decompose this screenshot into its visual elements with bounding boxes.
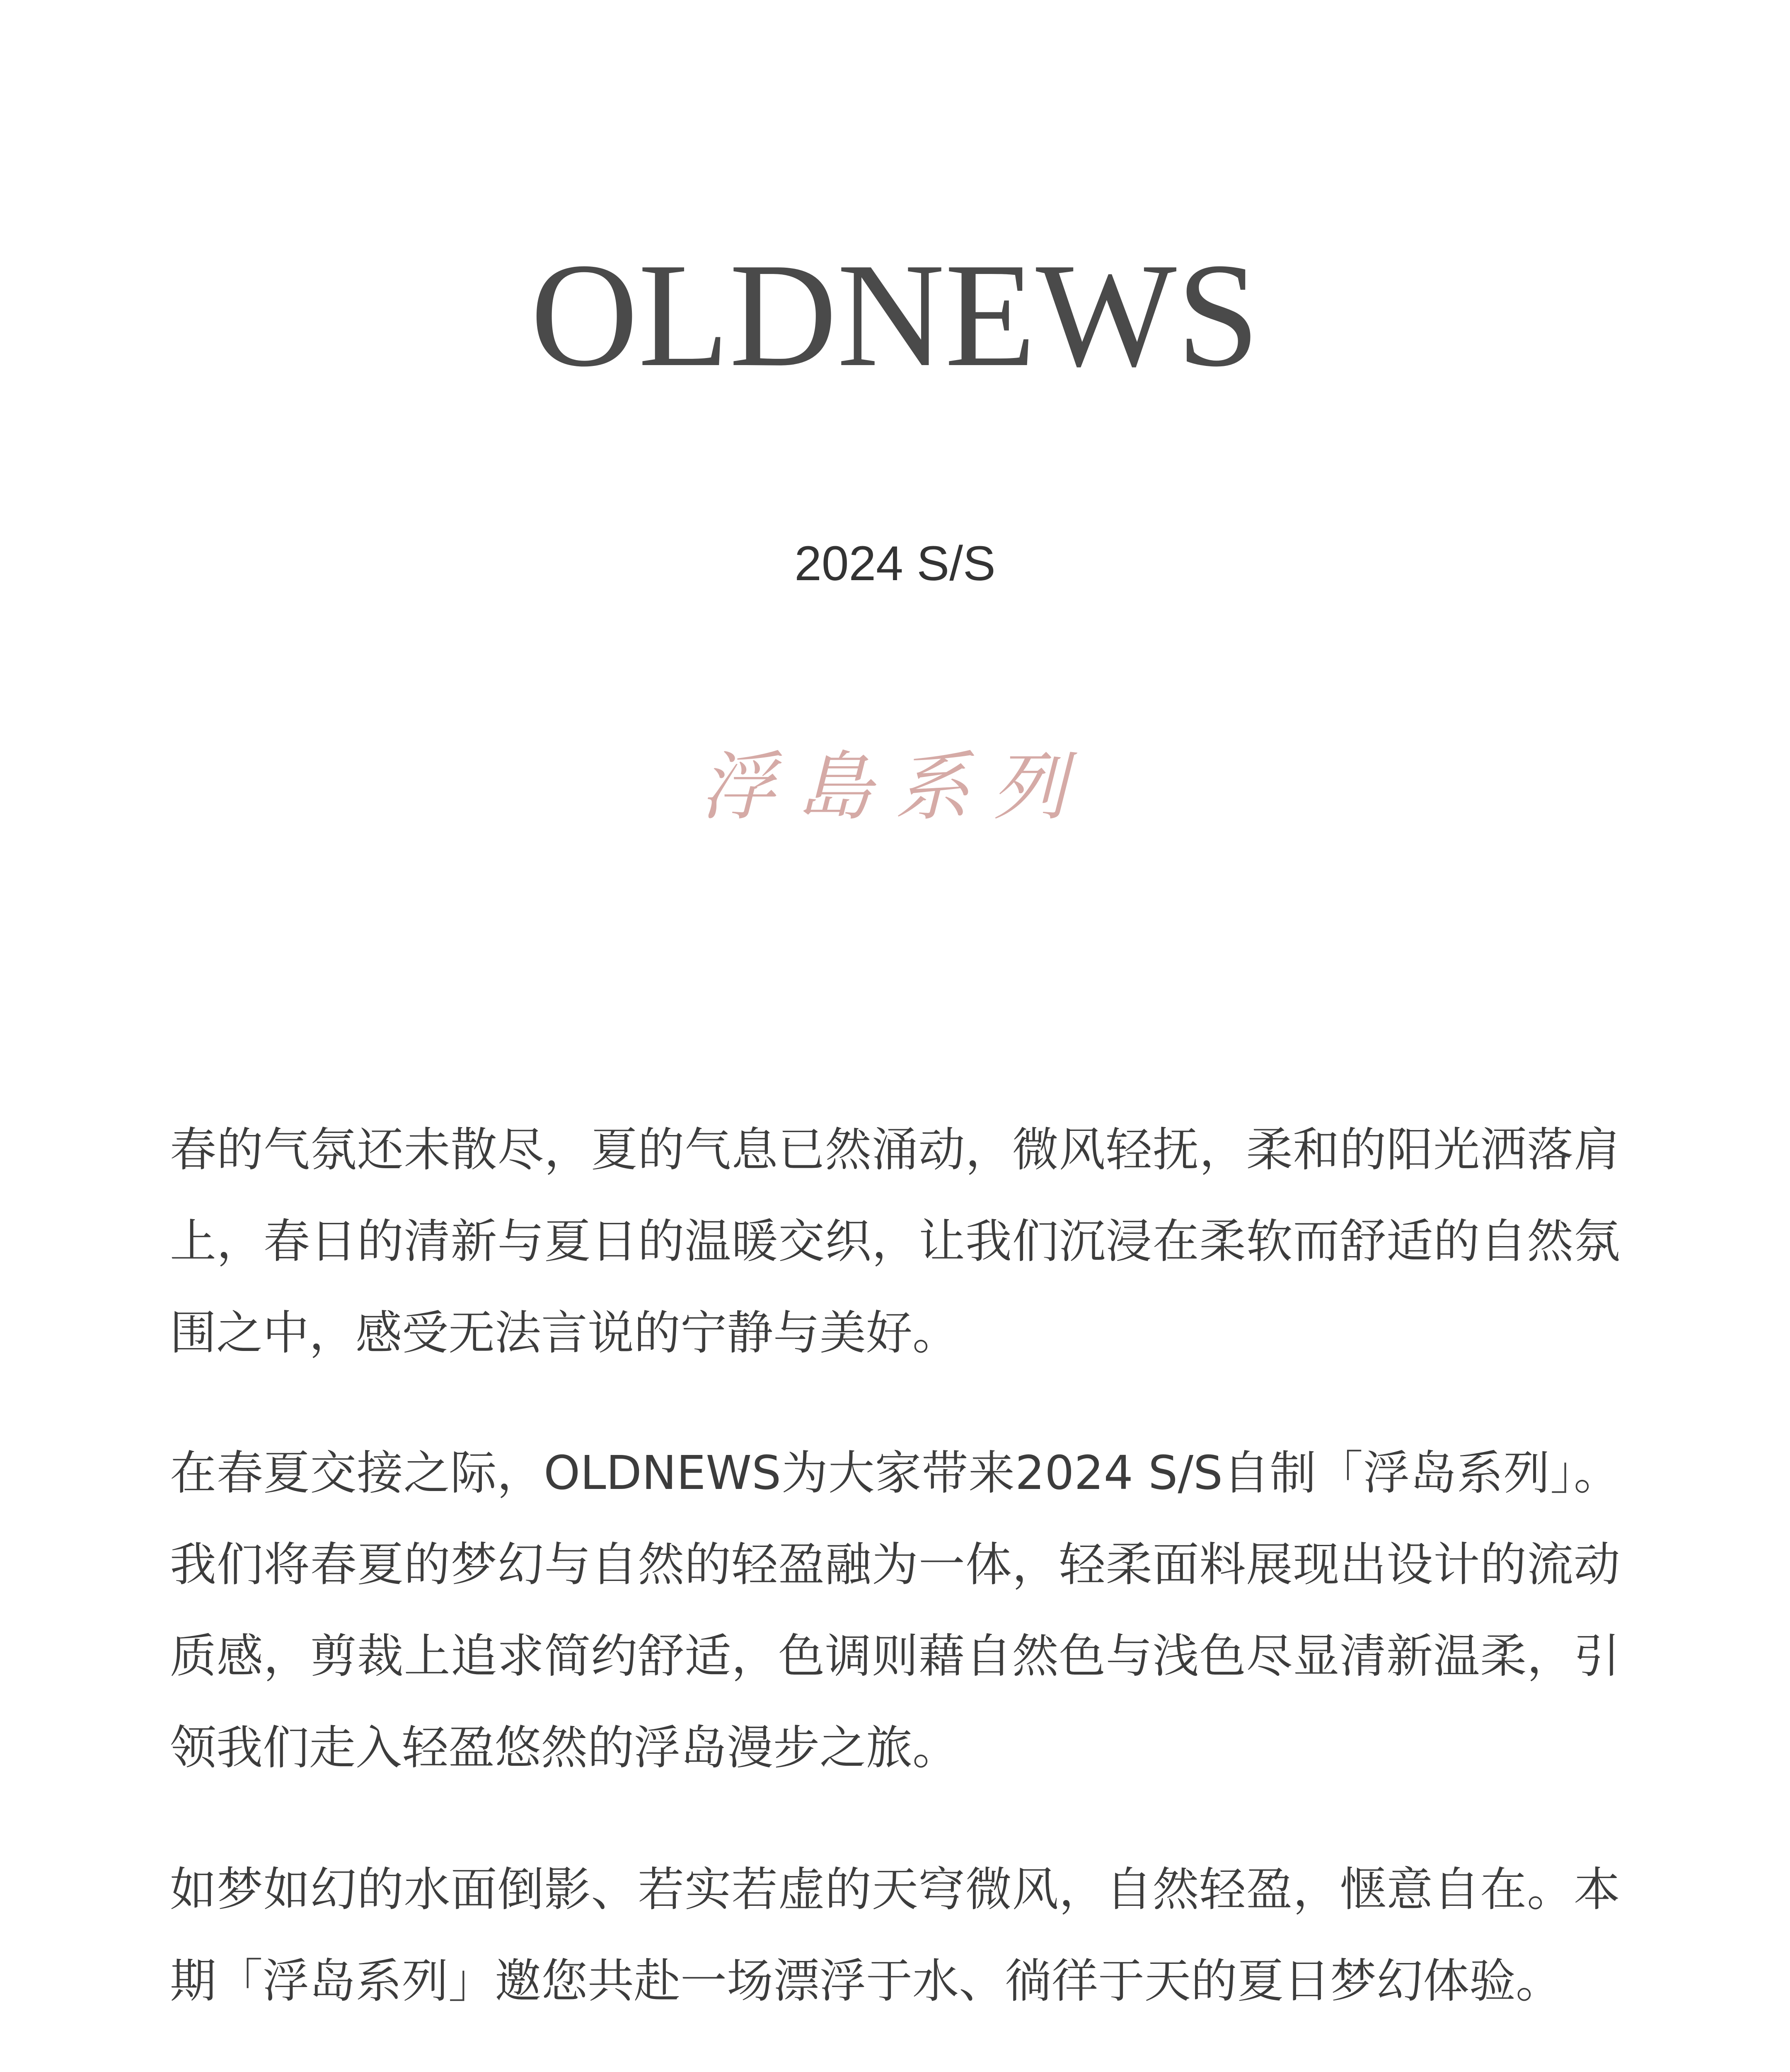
season-label: 2024 S/S [794,536,996,591]
collection-paragraph: 在春夏交接之际，OLDNEWS为大家带来2024 S/S自制「浮岛系列」。我们将春夏的梦幻与自然的轻盈融为一体，轻柔面料展现出设计的流动质感，剪裁上追求简约舒适，色调则藉自然色与浅色尽显清新温柔，引领我们走入轻盈悠然的浮岛漫步之旅。 [170,1446,1620,1775]
intro-paragraph: 春的气氛还未散尽，夏的气息已然涌动，微风轻抚，柔和的阳光洒落肩上，春日的清新与夏日的温暖交织，让我们沉浸在柔软而舒适的自然氛围之中，感受无法言说的宁静与美好。 [170,1123,1620,1360]
closing-paragraph: 如梦如幻的水面倒影、若实若虚的天穹微风，自然轻盈，惬意自在。本期「浮岛系列」邀您共赴一场漂浮于水、徜徉于天的夏日梦幻体验。 [170,1863,1620,2008]
series-title: 浮島系列 [700,744,1090,830]
brand-title: OLDNEWS [530,232,1260,397]
